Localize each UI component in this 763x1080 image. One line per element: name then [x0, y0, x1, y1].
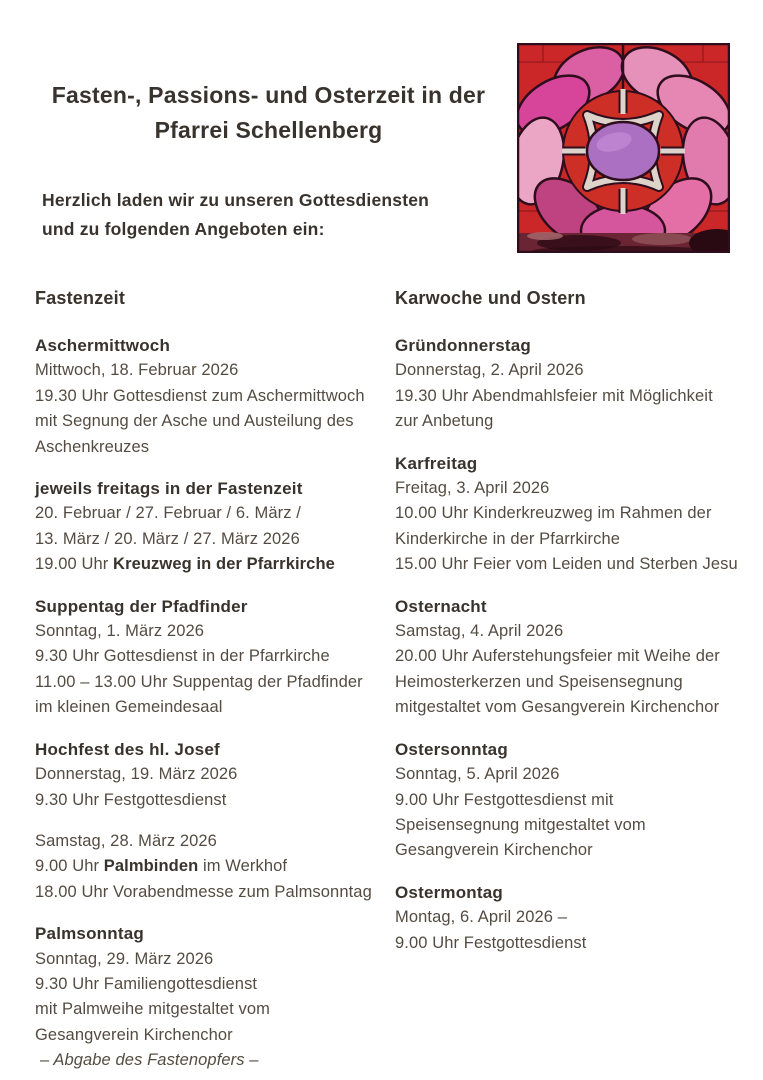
event-line — [35, 552, 393, 577]
event-line-segment: 13. März / 20. März / 27. März 2026 — [35, 529, 300, 548]
event-title: Suppentag der Pfadfinder — [35, 596, 248, 616]
event-line-segment: Kreuzweg in der Pfarrkirche — [113, 555, 335, 574]
event-section — [35, 921, 393, 1073]
event-line — [35, 762, 393, 787]
event-line — [35, 358, 393, 383]
event-line-segment: 19.30 Uhr Abendmahlsfeier mit Möglichkeit — [395, 386, 713, 405]
event-line-segment: Donnerstag, 19. März 2026 — [35, 765, 238, 784]
event-line-segment: Sonntag, 1. März 2026 — [35, 622, 205, 641]
event-line-segment: 10.00 Uhr Kinderkreuzweg im Rahmen der — [395, 504, 712, 523]
event-line-segment: Mittwoch, 18. Februar 2026 — [35, 361, 239, 380]
event-line — [35, 695, 393, 720]
event-line-segment: Aschenkreuzes — [35, 437, 150, 456]
event-line — [35, 409, 393, 434]
event-line — [35, 947, 393, 972]
event-line — [395, 358, 753, 383]
event-line-segment: – Abgabe des Fastenopfers – — [40, 1051, 259, 1070]
event-line-segment: 9.30 Uhr Familiengottesdienst — [35, 974, 258, 993]
event-line — [35, 435, 393, 460]
event-title: Hochfest des hl. Josef — [35, 739, 220, 759]
event-line — [395, 644, 753, 669]
event-line-segment: im Werkhof — [198, 857, 288, 876]
event-section — [395, 594, 753, 721]
event-line-segment: 9.00 Uhr Festgottesdienst — [395, 933, 587, 952]
event-line — [395, 384, 753, 409]
event-line-segment: 15.00 Uhr Feier vom Leiden und Sterben Jesu — [395, 555, 738, 574]
event-line-segment: Heimosterkerzen und Speisensegnung — [395, 672, 683, 691]
event-line-segment: Gesangverein Kirchenchor — [35, 1025, 233, 1044]
intro-line1: Herzlich laden wir zu unseren Gottesdiensten — [42, 190, 430, 210]
event-line-segment: Gesangverein Kirchenchor — [395, 841, 593, 860]
event-line — [35, 997, 393, 1022]
event-section — [395, 451, 753, 578]
event-line-segment: 20.00 Uhr Auferstehungsfeier mit Weihe der — [395, 647, 720, 666]
event-title: Osternacht — [395, 596, 487, 616]
event-line-segment: mit Segnung der Asche und Austeilung des — [35, 412, 354, 431]
event-line-segment: 19.00 Uhr — [35, 555, 114, 574]
intro-line2: und zu folgenden Angeboten ein: — [42, 219, 325, 239]
event-line — [35, 501, 393, 526]
event-title: Palmsonntag — [35, 924, 144, 944]
event-line — [35, 788, 393, 813]
event-line — [395, 476, 753, 501]
event-line — [395, 619, 753, 644]
event-line — [395, 905, 753, 930]
event-line-segment: 11.00 – 13.00 Uhr Suppentag der Pfadfinder — [35, 672, 363, 691]
event-title: Ostersonntag — [395, 739, 508, 759]
event-line — [395, 527, 753, 552]
schedule-column-karwoche-und-ostern — [395, 287, 753, 972]
event-line — [395, 409, 753, 434]
event-line — [35, 1023, 393, 1048]
event-section — [395, 737, 753, 864]
event-line — [35, 619, 393, 644]
event-title: Ostermontag — [395, 882, 503, 902]
event-line-segment: im kleinen Gemeindesaal — [35, 698, 223, 717]
event-line — [395, 813, 753, 838]
event-line-segment: Samstag, 4. April 2026 — [395, 622, 564, 641]
event-line — [395, 838, 753, 863]
event-line-segment: 9.30 Uhr Gottesdienst in der Pfarrkirche — [35, 647, 330, 666]
event-section — [35, 737, 393, 813]
event-title: jeweils freitags in der Fastenzeit — [35, 479, 303, 499]
event-line — [35, 670, 393, 695]
event-line — [35, 880, 393, 905]
event-line — [35, 527, 393, 552]
event-line-segment: 9.00 Uhr Festgottesdienst mit — [395, 790, 614, 809]
event-line-segment: Kinderkirche in der Pfarrkirche — [395, 529, 621, 548]
event-line-segment: 18.00 Uhr Vorabendmesse zum Palmsonntag — [35, 882, 372, 901]
event-section — [35, 333, 393, 460]
event-line-segment: Samstag, 28. März 2026 — [35, 831, 217, 850]
event-line — [35, 644, 393, 669]
event-line — [395, 762, 753, 787]
event-line-segment: Sonntag, 29. März 2026 — [35, 949, 214, 968]
event-line — [35, 972, 393, 997]
column-heading: Fastenzeit — [35, 288, 126, 308]
event-line — [395, 931, 753, 956]
stained-glass-image — [517, 43, 730, 253]
event-line-segment: Palmbinden — [103, 857, 199, 876]
page-title-line2: Pfarrei Schellenberg — [154, 117, 383, 143]
event-line-segment: zur Anbetung — [395, 412, 494, 431]
event-line-segment: mitgestaltet vom Gesangverein Kirchenchor — [395, 698, 720, 717]
event-line-segment: Sonntag, 5. April 2026 — [395, 765, 560, 784]
event-line-segment: 9.30 Uhr Festgottesdienst — [35, 790, 227, 809]
column-heading: Karwoche und Ostern — [395, 288, 586, 308]
event-section — [395, 880, 753, 956]
page-title-line1: Fasten-, Passions- und Osterzeit in der — [51, 82, 486, 108]
page-title — [25, 78, 512, 148]
event-line — [35, 829, 393, 854]
event-line-segment: Freitag, 3. April 2026 — [395, 479, 550, 498]
event-line — [395, 552, 753, 577]
event-section — [35, 476, 393, 578]
event-title: Karfreitag — [395, 453, 478, 473]
event-line — [395, 670, 753, 695]
event-line — [35, 1048, 393, 1073]
event-line — [395, 501, 753, 526]
event-line-segment: 9.00 Uhr — [35, 857, 104, 876]
event-section — [35, 829, 393, 905]
event-line-segment: mit Palmweihe mitgestaltet vom — [35, 1000, 270, 1019]
event-line — [35, 854, 393, 879]
event-section — [395, 333, 753, 435]
event-line — [395, 695, 753, 720]
event-title: Aschermittwoch — [35, 336, 171, 355]
event-line-segment: Donnerstag, 2. April 2026 — [395, 361, 584, 380]
schedule-column-fastenzeit — [35, 287, 393, 1080]
event-line-segment: 19.30 Uhr Gottesdienst zum Aschermittwoch — [35, 386, 365, 405]
event-line-segment: 20. Februar / 27. Februar / 6. März / — [35, 504, 301, 523]
event-line — [395, 788, 753, 813]
event-line-segment: Speisensegnung mitgestaltet vom — [395, 815, 646, 834]
event-title: Gründonnerstag — [395, 336, 531, 355]
event-line-segment: Montag, 6. April 2026 – — [395, 908, 567, 927]
event-section — [35, 594, 393, 721]
event-line — [35, 384, 393, 409]
intro-text — [42, 186, 429, 244]
